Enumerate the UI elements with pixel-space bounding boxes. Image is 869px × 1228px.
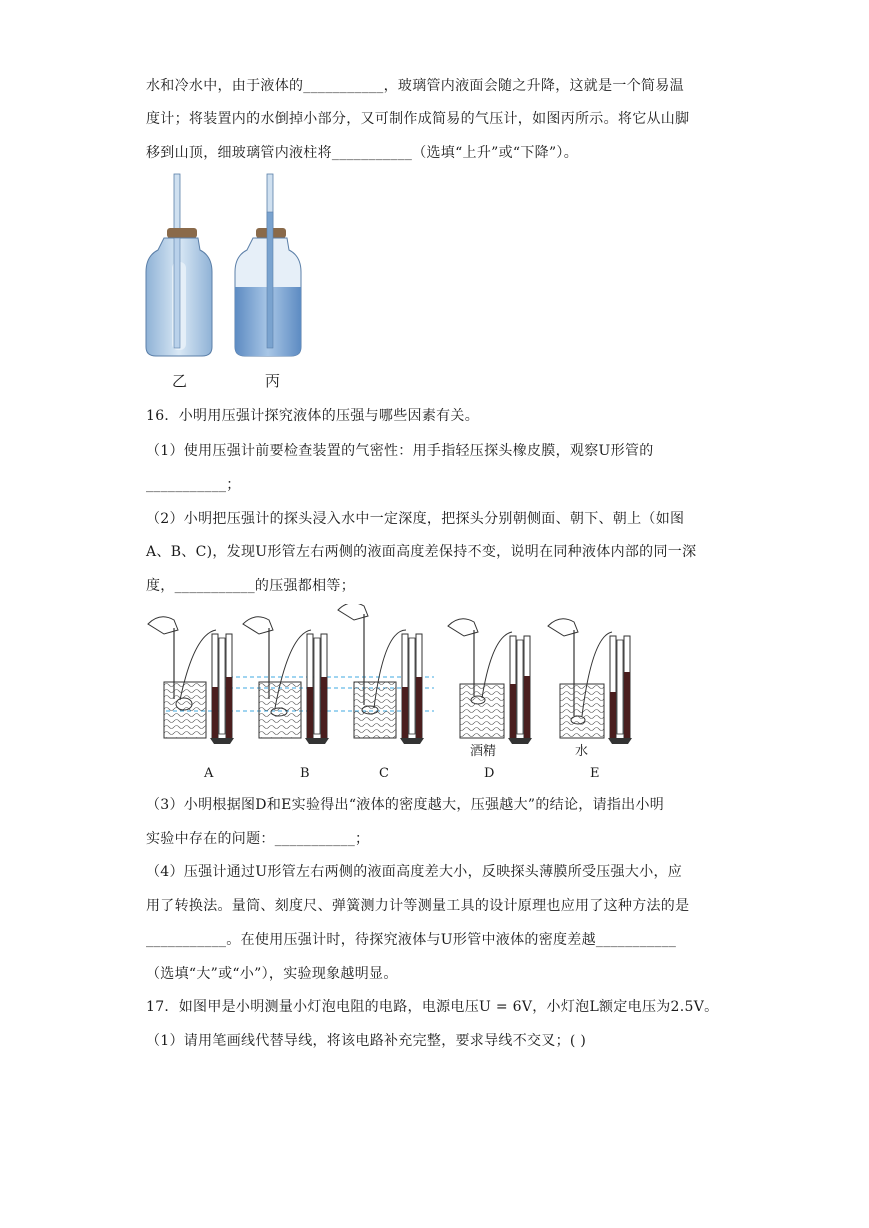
text-line-q16-4b: 用了转换法。量筒、刻度尺、弹簧测力计等测量工具的设计原理也应用了这种方法的是 xyxy=(146,898,690,914)
text-line-q16-3a: （3）小明根据图D和E实验得出“液体的密度越大，压强越大”的结论，请指出小明 xyxy=(146,797,665,813)
text-line-q16-1a: （1）使用压强计前要检查装置的气密性：用手指轻压探头橡皮膜，观察U形管的 xyxy=(146,443,654,459)
text-line-q16-1b: ___________； xyxy=(146,477,241,493)
caption-b: B xyxy=(300,766,310,781)
caption-d: D xyxy=(484,766,495,781)
bottle-yi xyxy=(146,174,212,356)
text-line-q16-4a: （4）压强计通过U形管左右两侧的液面高度差大小，反映探头薄膜所受压强大小，应 xyxy=(146,864,683,880)
caption-e: E xyxy=(590,766,600,781)
gauge-d xyxy=(448,619,532,744)
gauge-e xyxy=(548,619,632,744)
bottle-label-yi: 乙 xyxy=(172,372,188,390)
gauge-b xyxy=(243,617,329,744)
text-line-q16-2a: （2）小明把压强计的探头浸入水中一定深度，把探头分别朝侧面、朝下、朝上（如图 xyxy=(146,511,685,527)
text-line-q17-1: （1）请用笔画线代替导线，将该电路补充完整，要求导线不交叉；( ) xyxy=(146,1033,587,1049)
text-line-q16-2c: 度，___________的压强都相等； xyxy=(146,578,355,594)
question-16-title: 16．小明用压强计探究液体的压强与哪些因素有关。 xyxy=(146,408,480,424)
text-line-2: 度计；将装置内的水倒掉小部分，又可制作成简易的气压计，如图丙所示。将它从山脚 xyxy=(146,111,690,127)
caption-a: A xyxy=(204,766,214,781)
gauge-c xyxy=(338,604,424,744)
pressure-gauge-figure xyxy=(144,604,639,784)
text-line-q16-4c: ___________。在使用压强计时，待探究液体与U形管中液体的密度差越___________ xyxy=(146,932,677,948)
caption-c: C xyxy=(379,766,389,781)
text-line-q16-3b: 实验中存在的问题：___________； xyxy=(146,831,370,847)
question-17-title: 17．如图甲是小明测量小灯泡电阻的电路，电源电压U = 6V，小灯泡L额定电压为2.5V。 xyxy=(146,999,719,1015)
bottle-bing xyxy=(235,174,301,356)
bottle-label-bing: 丙 xyxy=(265,372,281,390)
liquid-label-water: 水 xyxy=(575,744,589,759)
text-line-q16-2b: A、B、C)，发现U形管左右两侧的液面高度差保持不变，说明在同种液体内部的同一深 xyxy=(146,544,697,560)
gauge-a xyxy=(148,617,234,744)
liquid-label-alcohol: 酒精 xyxy=(470,744,497,759)
bottle-figure xyxy=(144,172,304,392)
text-line-1: 水和冷水中，由于液体的___________，玻璃管内液面会随之升降，这就是一个简易温 xyxy=(146,78,684,94)
text-line-q16-4d: （选填“大”或“小”），实验现象越明显。 xyxy=(146,966,398,982)
text-line-3: 移到山顶，细玻璃管内液柱将___________（选填“上升”或“下降”）。 xyxy=(146,145,579,161)
